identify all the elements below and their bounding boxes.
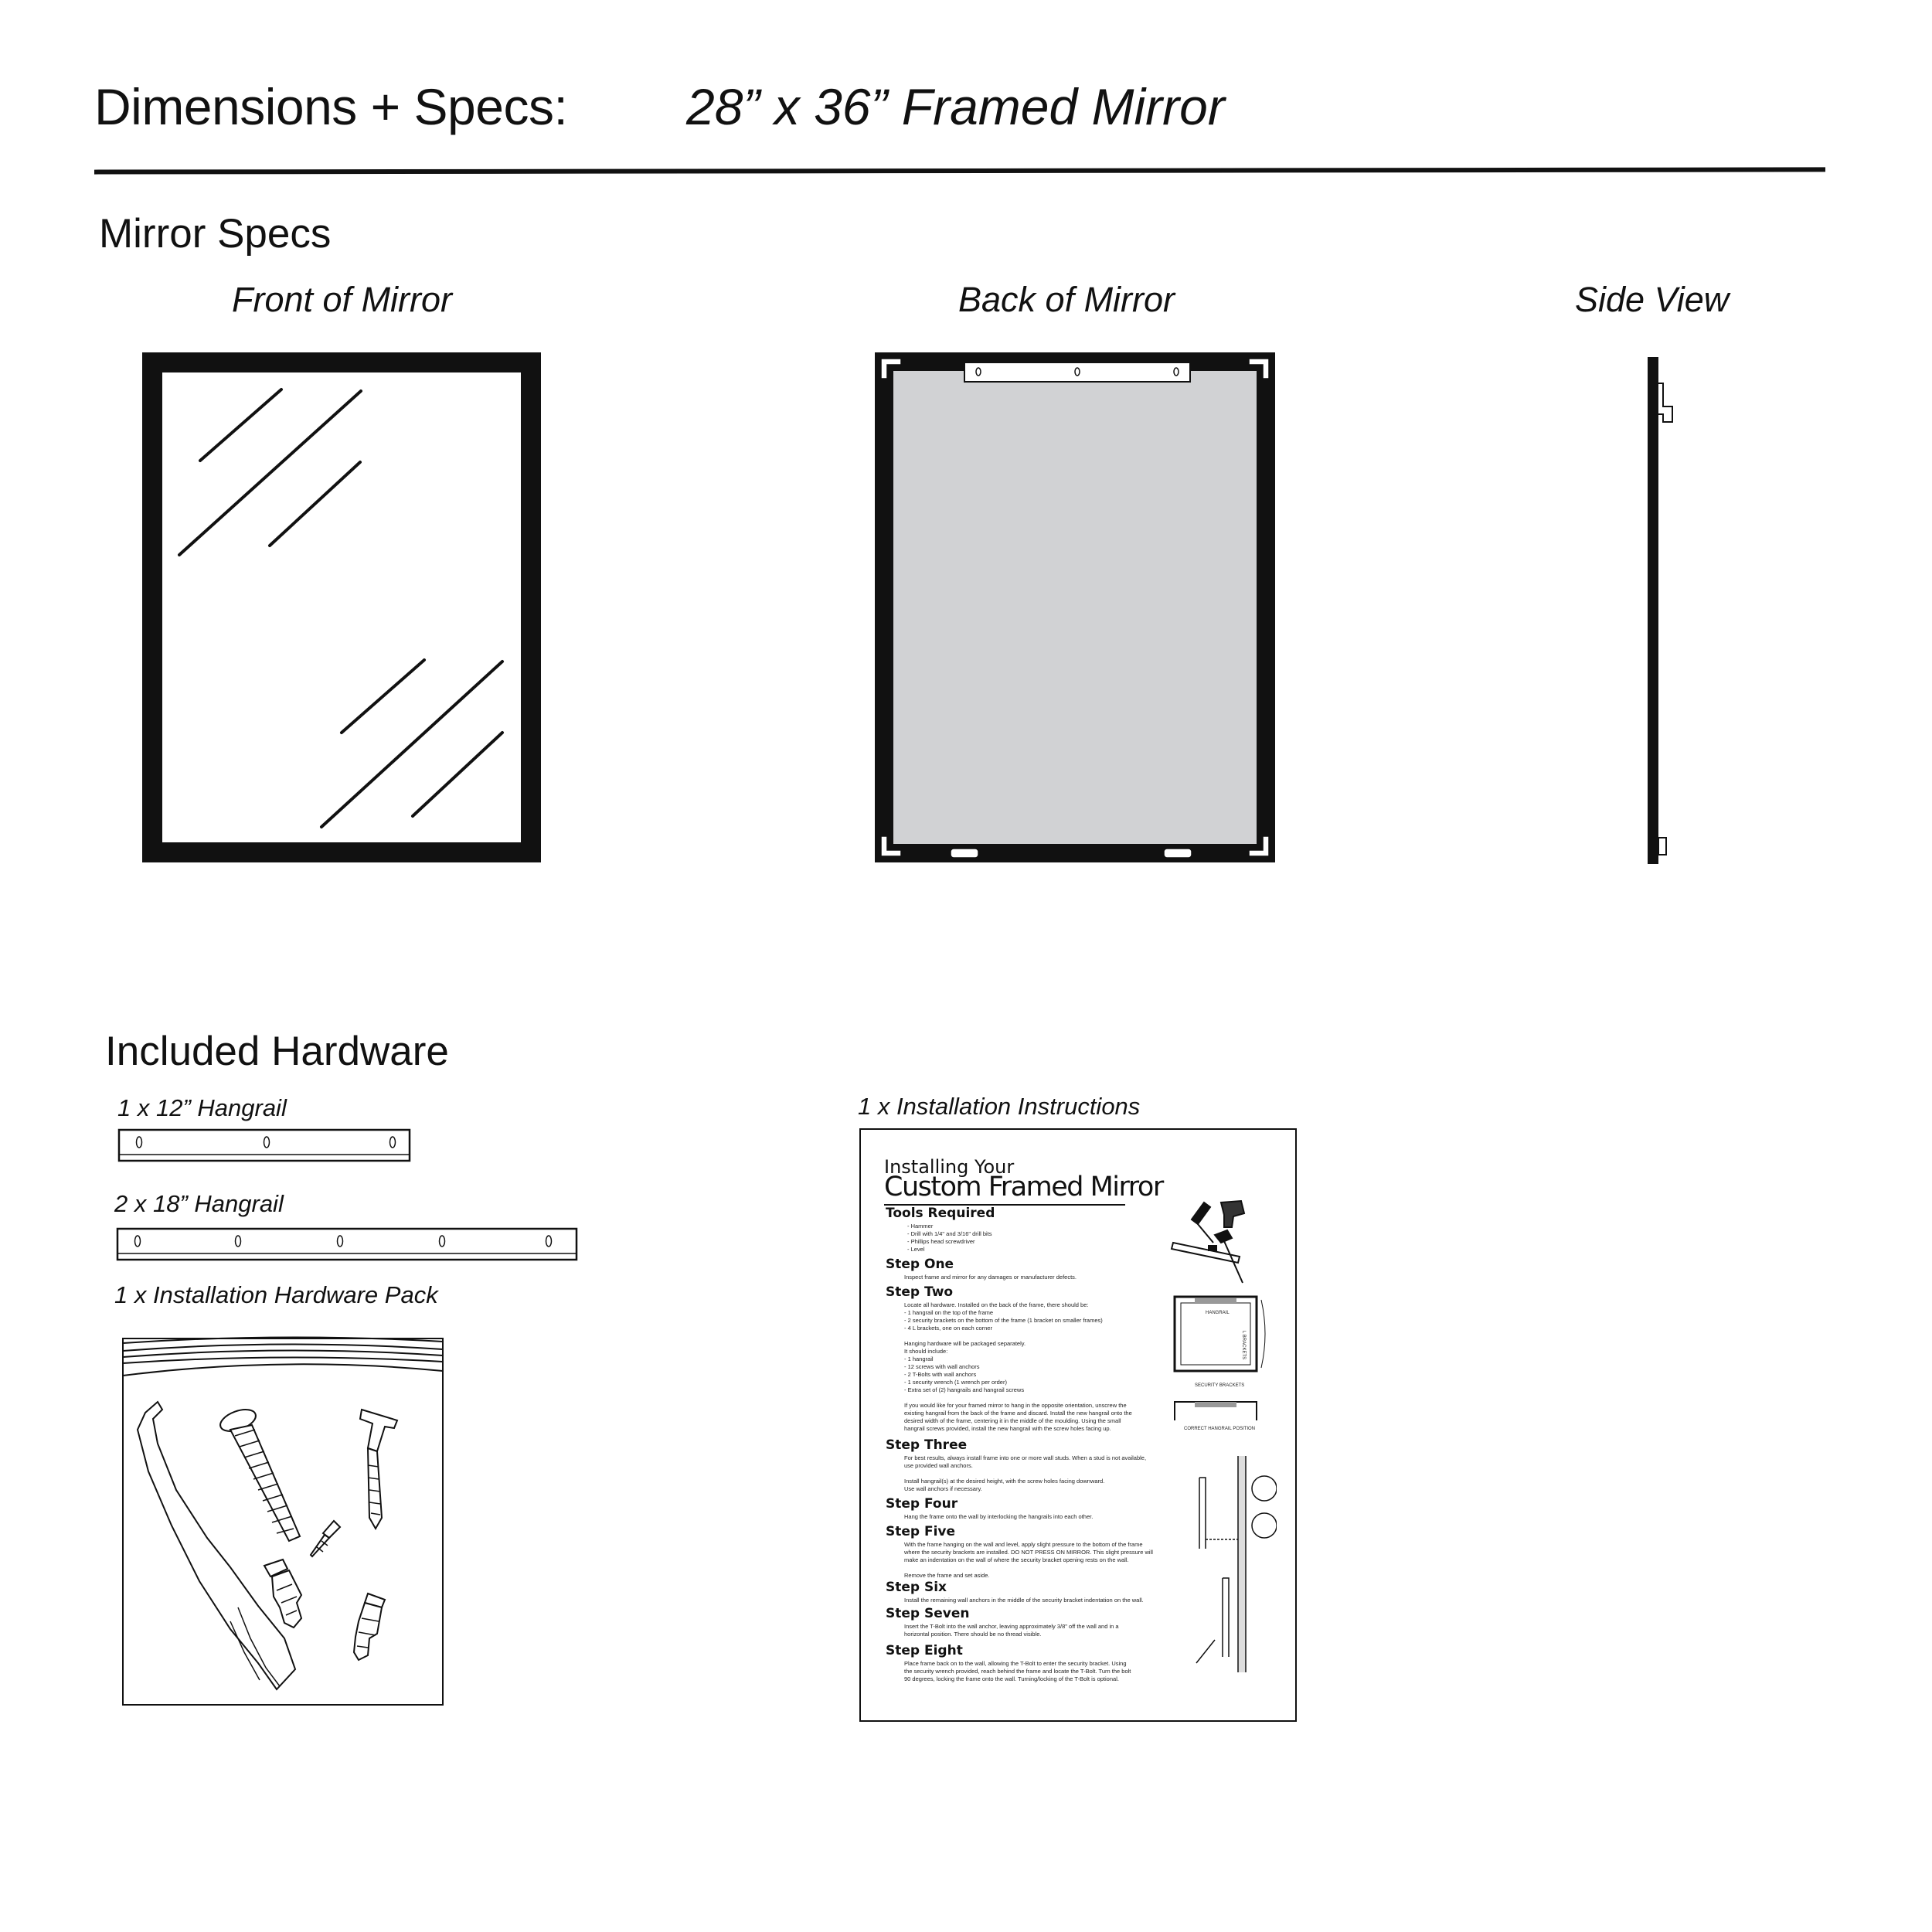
doc-step1-text: Inspect frame and mirror for any damages or manufacturer defects. — [904, 1274, 1077, 1281]
doc-step8-text: Place frame back on to the wall, allowing the T-Bolt to enter the security bracket. Using the security wrench provided, reach behind the frame and locate the T-Bolt. Turn the bolt 90 degrees, locking the frame onto the wall. Turning/locking of the T-Bolt is optional. — [904, 1660, 1131, 1682]
installation-instructions-label: 1 x Installation Instructions — [858, 1093, 1141, 1120]
doc-step2-heading: Step Two — [886, 1284, 954, 1300]
hangrail-18-illustration — [116, 1227, 580, 1263]
front-of-mirror-label: Front of Mirror — [232, 280, 453, 319]
doc-tools-illustration — [1170, 1196, 1266, 1289]
header-divider — [94, 167, 1825, 174]
doc-step3-text: For best results, always install frame into one or more wall studs. When a stud is not available, use provided wall anchors. Install hangrail(s) at the desired height, with the screw holes facing downward. Use wall anchors if necessary. — [904, 1454, 1147, 1492]
product-title: 28” x 36” Framed Mirror — [686, 78, 1225, 135]
doc-diagram-correct-label: CORRECT HANGRAIL POSITION — [1184, 1427, 1256, 1431]
included-hardware-heading: Included Hardware — [105, 1029, 449, 1074]
doc-step5-text: With the frame hanging on the wall and level, apply slight pressure to the bottom of the frame where the security brackets are installed. DO NOT PRESS ON MIRROR. This slight pressure will make an indentation on the wall of where the security bracket opening rests on the wall. Remove the frame and set aside. — [904, 1541, 1153, 1579]
side-hangrail — [1658, 383, 1672, 422]
mirror-specs-heading: Mirror Specs — [99, 211, 332, 257]
doc-tools-heading: Tools Required — [886, 1206, 995, 1221]
doc-frame-diagram — [1172, 1294, 1274, 1380]
hangrail-12-label: 1 x 12” Hangrail — [117, 1094, 287, 1121]
doc-step7-text: Insert the T-Bolt into the wall anchor, leaving approximately 3/8" off the wall and in a horizontal position. There should be no thread visible. — [904, 1623, 1119, 1638]
front-of-mirror-illustration — [142, 352, 541, 862]
doc-diagram-brackets-label: L BRACKETS — [1241, 1331, 1246, 1360]
hangrail-12-illustration — [117, 1128, 413, 1164]
doc-hangrail-position-diagram — [1172, 1399, 1274, 1422]
doc-step3-heading: Step Three — [886, 1437, 968, 1453]
doc-wall-diagrams — [1184, 1454, 1277, 1679]
back-panel — [893, 371, 1257, 844]
doc-diagram-security-label: SECURITY BRACKETS — [1195, 1383, 1245, 1388]
page-title: Dimensions + Specs: — [94, 78, 568, 135]
side-view-illustration — [1648, 352, 1679, 867]
doc-step8-heading: Step Eight — [886, 1643, 963, 1658]
doc-title-line2: Custom Framed Mirror — [884, 1172, 1163, 1202]
hardware-pack-label: 1 x Installation Hardware Pack — [114, 1281, 438, 1308]
doc-tools-text: - Hammer - Drill with 1/4" and 3/16" drill bits - Phillips head screwdriver - Level — [907, 1223, 992, 1253]
back-of-mirror-illustration — [875, 352, 1275, 862]
doc-step6-heading: Step Six — [886, 1580, 947, 1595]
back-hangrail — [964, 362, 1190, 382]
doc-title-line1: Installing Your — [884, 1156, 1015, 1178]
side-view-label: Side View — [1575, 280, 1730, 319]
doc-step6-text: Install the remaining wall anchors in the middle of the security bracket indentation on the wall. — [904, 1597, 1144, 1604]
side-frame — [1648, 357, 1658, 864]
side-security-bracket — [1658, 838, 1666, 855]
doc-step5-heading: Step Five — [886, 1524, 956, 1539]
doc-step4-text: Hang the frame onto the wall by interlocking the hangrails into each other. — [904, 1513, 1094, 1520]
doc-step7-heading: Step Seven — [886, 1606, 970, 1621]
back-of-mirror-label: Back of Mirror — [958, 280, 1175, 319]
hangrail-18-label: 2 x 18” Hangrail — [114, 1190, 284, 1217]
doc-step4-heading: Step Four — [886, 1496, 958, 1512]
doc-diagram-hangrail-label: HANGRAIL — [1206, 1311, 1230, 1315]
hardware-pack-illustration — [122, 1335, 445, 1708]
mirror-frame — [152, 362, 531, 852]
doc-step1-heading: Step One — [886, 1257, 954, 1272]
instructions-document — [859, 1128, 1297, 1722]
doc-step2-text: Locate all hardware. Installed on the back of the frame, there should be: - 1 hangrail on the top of the frame - 2 security brackets on the bottom of the frame (1 bracket on smaller frames) - 4 L brackets, one on each corner Hanging hardware will be packaged separately. It should include: - 1 hangrail - 12 screws with wall anchors - 2 T-Bolts with wall anchors - 1 security wrench (1 wrench per order) - Extra set of (2) hangrails and hangrail screws If you would like for your framed mirror to hang in the opposite orientation, unscrew the existing hangrail from the back of the frame and discard. Install the new hangrail onto the desired width of the frame, centering it in the middle of the moulding. Using the small hangrail screws provided, install the new hangrail with the screw holes facing up. — [904, 1301, 1132, 1432]
